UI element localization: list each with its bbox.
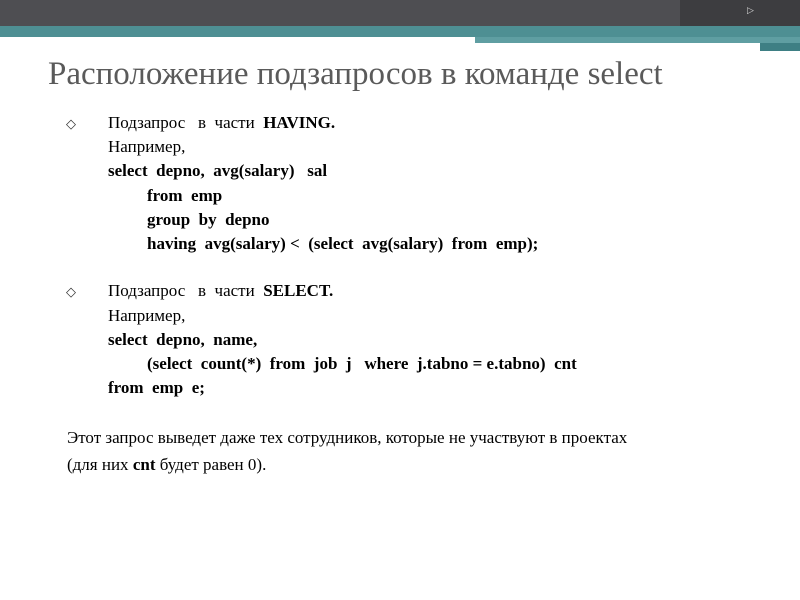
- note-line: (для них cnt будет равен 0).: [67, 455, 267, 474]
- teal-stripe: [0, 26, 800, 37]
- teal-stripe-accent-right: [760, 43, 800, 51]
- section-heading-having: Подзапрос в части HAVING.: [108, 113, 336, 132]
- example-label: Например,: [108, 137, 186, 156]
- teal-stripe-accent: [475, 37, 800, 43]
- code-line: from emp e;: [108, 378, 205, 397]
- explanation-note: [67, 424, 767, 478]
- note-line: Этот запрос выведет даже тех сотрудников, которые не участвуют в проектах: [67, 428, 628, 447]
- code-line: select depno, avg(salary) sal: [108, 161, 328, 180]
- bullet-icon: ◇: [66, 285, 76, 300]
- top-bar-accent: [680, 0, 800, 26]
- code-line: select depno, name,: [108, 330, 258, 349]
- code-line: (select count(*) from job j where j.tabno = e.tabno) cnt: [147, 354, 577, 373]
- example-label: Например,: [108, 306, 186, 325]
- slide-title: Расположение подзапросов в команде select: [48, 56, 663, 92]
- code-line: group by depno: [147, 210, 270, 229]
- section-heading-select: Подзапрос в части SELECT.: [108, 281, 334, 300]
- code-line: from emp: [147, 186, 223, 205]
- bullet-icon: ◇: [66, 117, 76, 132]
- code-line: having avg(salary) < (select avg(salary) from emp);: [147, 234, 539, 253]
- next-slide-arrow-icon[interactable]: ▷: [747, 6, 754, 16]
